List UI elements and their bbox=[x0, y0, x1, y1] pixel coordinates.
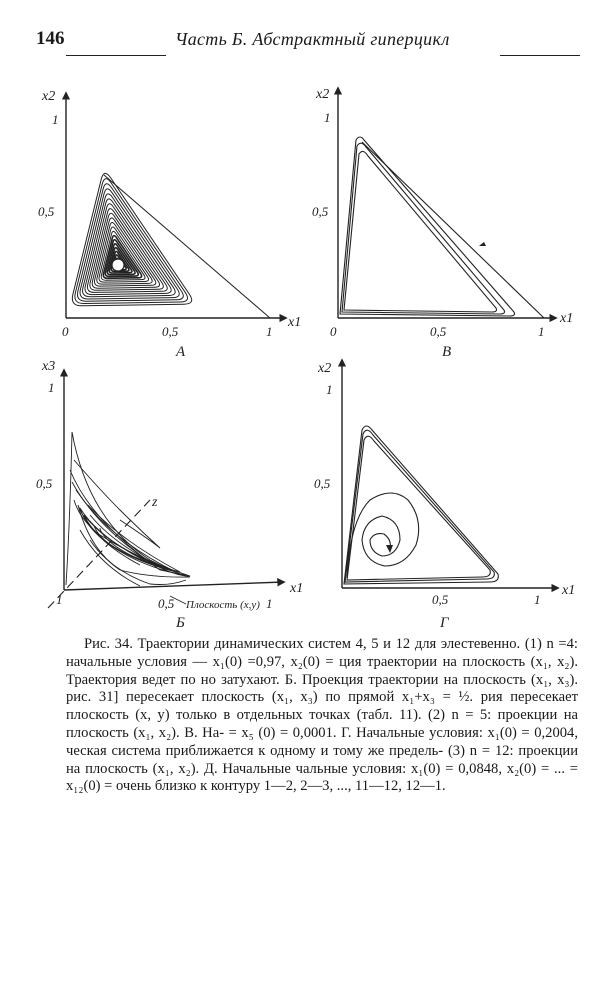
panel-d-ytick-05: 0,5 bbox=[314, 476, 331, 491]
panel-c-plane-annotation: Плоскость (x,y) bbox=[186, 599, 260, 611]
panel-a-x-label: x1 bbox=[288, 315, 302, 330]
panel-a bbox=[38, 89, 301, 360]
panel-c-z-label: z bbox=[152, 495, 158, 510]
panel-d-xtick-05: 0,5 bbox=[432, 592, 449, 607]
panel-b-ytick-1: 1 bbox=[324, 110, 331, 125]
caption-text: Рис. 34. Траектории динамических систем 4, 5 и 12 для элестевенно. (1) n =4: начальные условия — x₁(0) =0,97, x₂(0) = ция траектории на плоскость (x₁, x₂). Траектория ведет по но затухают. Б. Проекция траектории на плоскость (x₁, x₃). рис. 31] пересекает плоскость (x₁, x₃) по прямой x₁+x₃ = ½. рия пересекает плоскость (x, y) только в отдельных точках (табл. 11). (2) n = 5: проекции на плоскость (x₁, x₂). В. На- = x₅ (0) = 0,0001. Г. Начальные условия: x₁(0) = 0,2004, ческая система приближается к одному и тому же предель- (3) n = 12: проекции на плоскость (x₁, x₂). Д. Начальные чальные условия: x₁(0) = 0,0848, x₂(0) = ... = x₁₂(0) = очень близко к контуру 1—2, 2—3, ..., 11—12, 12—1. bbox=[66, 636, 578, 795]
panel-c-xtick-1: 1 bbox=[266, 596, 273, 611]
panel-b bbox=[312, 87, 573, 360]
panel-b-origin: 0 bbox=[330, 324, 337, 339]
panel-b-direction-arrow bbox=[479, 242, 486, 246]
panel-a-xtick-1: 1 bbox=[266, 324, 273, 339]
panel-b-trajectory bbox=[340, 137, 544, 318]
panel-c bbox=[36, 359, 303, 630]
panel-d bbox=[314, 360, 575, 630]
panel-a-origin: 0 bbox=[62, 324, 69, 339]
panel-b-ytick-05: 0,5 bbox=[312, 204, 329, 219]
panel-a-ytick-1: 1 bbox=[52, 112, 59, 127]
panel-b-y-label: x2 bbox=[316, 87, 330, 102]
panel-a-xtick-05: 0,5 bbox=[162, 324, 179, 339]
panel-c-x-label: x1 bbox=[290, 581, 304, 596]
panel-a-ytick-05: 0,5 bbox=[38, 204, 55, 219]
panel-c-ytick-1: 1 bbox=[48, 380, 55, 395]
panel-c-ytick-05: 0,5 bbox=[36, 476, 53, 491]
figure-caption bbox=[66, 636, 578, 796]
panel-d-tag: Г bbox=[440, 615, 449, 630]
panel-c-trajectory bbox=[66, 432, 190, 586]
panel-d-ytick-1: 1 bbox=[326, 382, 333, 397]
panel-d-xtick-1: 1 bbox=[534, 592, 541, 607]
panel-a-y-label: x2 bbox=[42, 89, 56, 104]
panel-d-trajectory bbox=[344, 426, 498, 584]
panel-d-direction-arrow bbox=[386, 545, 393, 553]
panel-b-x-label: x1 bbox=[560, 311, 574, 326]
panel-b-xtick-1: 1 bbox=[538, 324, 545, 339]
panel-c-y-label: x3 bbox=[42, 359, 56, 374]
panel-c-origin: 1 bbox=[56, 592, 63, 607]
panel-a-tag: А bbox=[176, 344, 186, 360]
panel-d-y-label: x2 bbox=[318, 361, 332, 376]
panel-b-tag: В bbox=[442, 344, 452, 360]
panel-d-x-label: x1 bbox=[562, 583, 576, 598]
page-number: 146 bbox=[36, 28, 65, 49]
panel-b-xtick-05: 0,5 bbox=[430, 324, 447, 339]
panel-a-fixed-point bbox=[112, 259, 124, 271]
panel-c-xtick-05: 0,5 bbox=[158, 596, 175, 611]
panel-c-tag: Б bbox=[176, 615, 185, 630]
running-title: Часть Б. Абстрактный гиперцикл bbox=[175, 29, 450, 49]
panel-a-trajectory bbox=[72, 173, 191, 305]
